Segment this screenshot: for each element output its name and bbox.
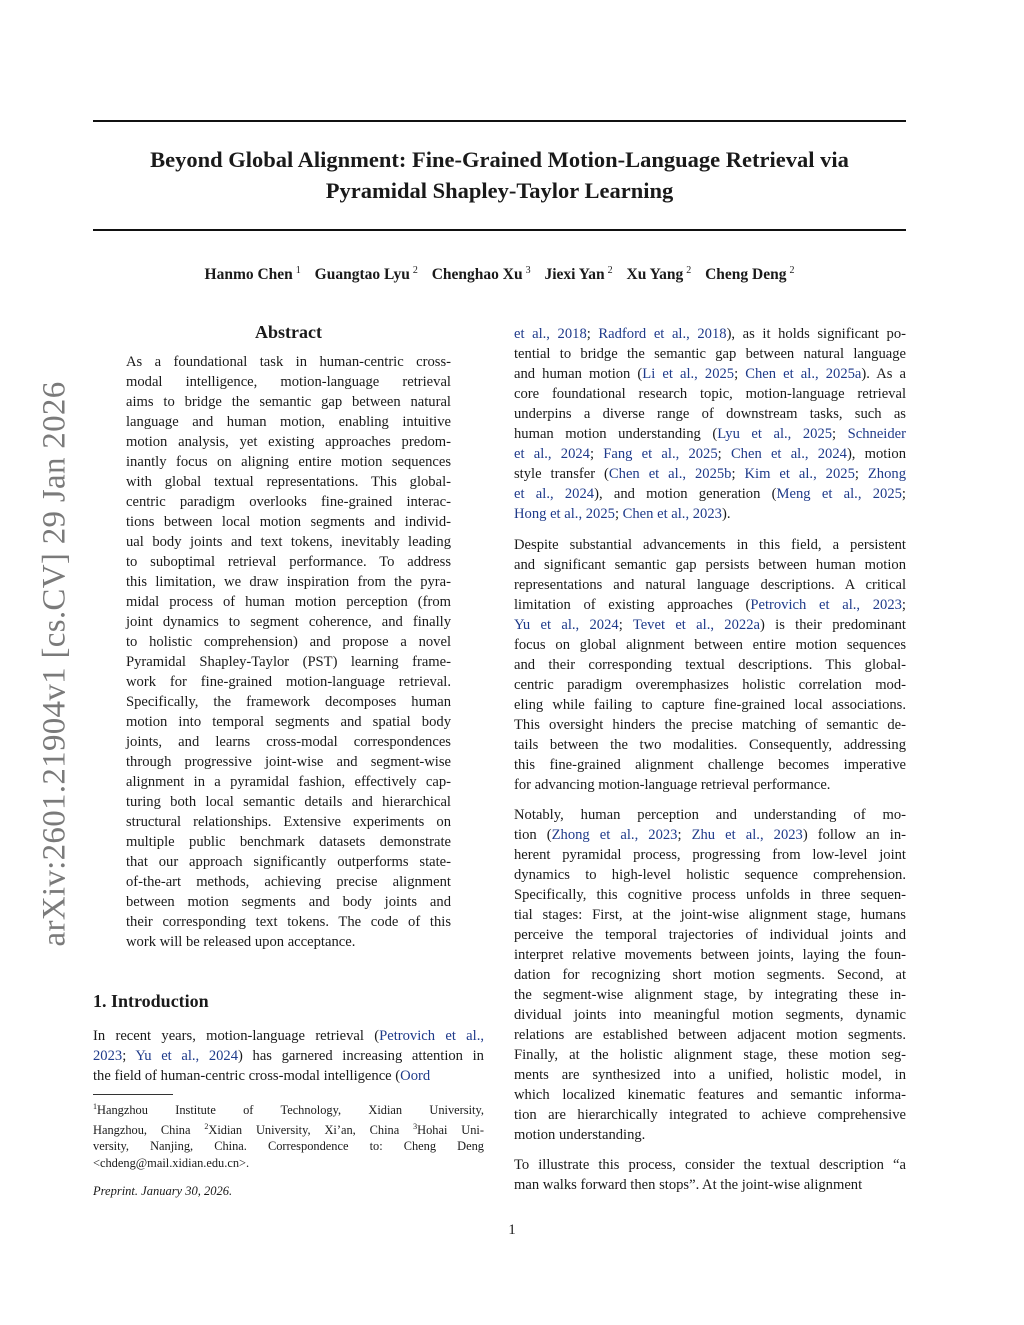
text-line xyxy=(514,635,906,655)
citation-link[interactable]: et al., 2024 xyxy=(514,446,590,462)
text-run: ; xyxy=(589,446,604,462)
citation-link[interactable]: Yu et al., 2024 xyxy=(514,617,619,633)
text-line: their corresponding text tokens. The code of this xyxy=(126,914,451,930)
text-line xyxy=(514,845,906,865)
text-line xyxy=(514,424,906,444)
text-line xyxy=(514,1125,906,1145)
text-run: ; xyxy=(832,426,848,442)
text-line xyxy=(514,1065,906,1085)
author: Hanmo Chen $^1$ xyxy=(204,265,301,284)
text-run: perceive the temporal trajectories of individual joints and xyxy=(514,927,906,943)
text-run: ), motion xyxy=(846,446,907,462)
text-line xyxy=(514,825,906,845)
text-run: tial stages: First, at the joint-wise alignment stage, humans xyxy=(514,907,906,923)
text-line xyxy=(93,1099,484,1119)
text-run: ) is their predominant xyxy=(759,617,906,633)
text-run: ). As a xyxy=(861,366,906,382)
text-run: Specifically, this cognitive process unfolds in three sequen- xyxy=(514,887,906,903)
text-line xyxy=(514,885,906,905)
text-line xyxy=(514,905,906,925)
text-line xyxy=(514,364,906,384)
text-line: alignment in a pyramidal fashion, effectively cap- xyxy=(126,774,451,790)
text-run: ; xyxy=(901,486,906,502)
text-line xyxy=(514,775,906,795)
text-line xyxy=(514,865,906,885)
citation-link[interactable]: Meng et al., 2025 xyxy=(776,486,902,502)
citation-link[interactable]: Schneider xyxy=(847,426,906,442)
text-line: this limitation, we draw inspiration from the pyra- xyxy=(126,574,451,590)
text-run: Hangzhou Institute of Technology, Xidian University, xyxy=(97,1103,484,1118)
text-run: limitation of existing approaches ( xyxy=(514,597,751,613)
citation-link[interactable]: Lyu et al., 2025 xyxy=(717,426,833,442)
text-line xyxy=(514,615,906,635)
text-line xyxy=(514,404,906,424)
text-run: relations are established between adjacent motion segments. xyxy=(514,1027,906,1043)
text-line xyxy=(514,1085,906,1105)
citation-link[interactable]: 2023 xyxy=(93,1048,123,1064)
paragraph xyxy=(514,805,906,1145)
text-run: Despite substantial advancements in this field, a persistent xyxy=(514,537,906,553)
text-run: ; xyxy=(586,326,599,342)
paragraph xyxy=(514,1155,906,1195)
text-line xyxy=(514,324,906,344)
text-run: core foundational research topic, motion-language retrieval xyxy=(514,386,906,402)
text-run: dation for recognizing short motion segments. Second, at xyxy=(514,967,906,983)
text-line: through progressive joint-wise and segment-wise xyxy=(126,754,451,770)
text-line xyxy=(514,344,906,364)
text-line: As a foundational task in human-centric cross- xyxy=(126,354,451,370)
title-rule-bottom xyxy=(93,229,906,231)
footnote-rule xyxy=(93,1094,173,1095)
text-run: This oversight hinders the precise matching of semantic de- xyxy=(514,717,906,733)
text-run: ; xyxy=(901,597,906,613)
text-run: ments are synthesized into a unified, holistic model, in xyxy=(514,1067,906,1083)
text-run: which localized kinematic features and semantic informa- xyxy=(514,1087,906,1103)
text-line: turing both local semantic details and hierarchical xyxy=(126,794,451,810)
text-line: of-the-art methods, achieving precise alignment xyxy=(126,874,451,890)
text-line: to suboptimal retrieval performance. To address xyxy=(126,554,451,570)
citation-link[interactable]: Tevet et al., 2022a xyxy=(632,617,760,633)
text-run: man walks forward then stops”. At the joint-wise alignment xyxy=(514,1177,863,1193)
text-run: the segment-wise alignment stage, by integrating these in- xyxy=(514,987,906,1003)
abstract-body xyxy=(126,352,451,952)
text-line xyxy=(93,1066,484,1086)
citation-link[interactable]: Yu et al., 2024 xyxy=(135,1048,239,1064)
text-line xyxy=(514,1005,906,1025)
citation-link[interactable]: Chen et al., 2025a xyxy=(745,366,862,382)
text-run: ). xyxy=(721,506,731,522)
text-line: Specifically, the framework decomposes human xyxy=(126,694,451,710)
citation-link[interactable]: Petrovich et al., 2023 xyxy=(750,597,902,613)
text-line xyxy=(514,805,906,825)
text-line xyxy=(514,384,906,404)
citation-link[interactable]: Kim et al., 2025 xyxy=(744,466,855,482)
page-number: 1 xyxy=(508,1222,516,1238)
text-line: motion analysis, yet existing approaches predom- xyxy=(126,434,451,450)
text-run: the field of human-centric cross-modal intelligence ( xyxy=(93,1068,401,1084)
introduction-heading: 1. Introduction xyxy=(93,991,209,1011)
title-line: Pyramidal Shapley-Taylor Learning xyxy=(325,178,674,203)
text-run: versity, Nanjing, China. Correspondence to: Cheng Deng xyxy=(93,1139,484,1154)
text-line: ual body joints and text tokens, inevitably leading xyxy=(126,534,451,550)
text-run: and their corresponding textual descriptions. This global- xyxy=(514,657,906,673)
text-run: ; xyxy=(122,1048,136,1064)
text-line xyxy=(514,715,906,735)
text-run: dynamics to high-level holistic sequence comprehension. xyxy=(514,867,906,883)
text-run: To illustrate this process, consider the textual description “a xyxy=(514,1157,906,1173)
affiliation-footnote xyxy=(93,1099,484,1171)
citation-link[interactable]: Chen et al., 2025b xyxy=(608,466,732,482)
text-run: tential to bridge the semantic gap between natural language xyxy=(514,346,906,362)
citation-link[interactable]: Li et al., 2025 xyxy=(642,366,735,382)
text-line xyxy=(514,1175,906,1195)
text-run: underpins a diverse range of downstream tasks, such as xyxy=(514,406,906,422)
author: Chenghao Xu $^3$ xyxy=(431,265,531,284)
paragraph xyxy=(514,324,906,524)
citation-link[interactable]: Chen et al., 2023 xyxy=(622,506,722,522)
text-run: representations and natural language descriptions. A critical xyxy=(514,577,906,593)
text-line: language and human motion, enabling intuitive xyxy=(126,414,451,430)
title-rule-top xyxy=(93,120,906,122)
text-run: Finally, at the holistic alignment stage, these motion seg- xyxy=(514,1047,906,1063)
text-line xyxy=(514,1045,906,1065)
text-line: aims to bridge the semantic gap between natural xyxy=(126,394,451,410)
text-line xyxy=(514,444,906,464)
author: Cheng Deng $^2$ xyxy=(705,265,795,284)
abstract-heading: Abstract xyxy=(255,322,322,342)
text-line: to holistic comprehension) and propose a novel xyxy=(126,634,451,650)
author: Jiexi Yan $^2$ xyxy=(544,265,613,284)
text-line xyxy=(514,1155,906,1175)
footnote-marker: 1 xyxy=(93,1102,97,1111)
text-line xyxy=(514,1105,906,1125)
text-run: human motion understanding ( xyxy=(514,426,718,442)
citation-link[interactable]: Hong et al., 2025 xyxy=(514,506,615,522)
text-run: ) follow an in- xyxy=(802,827,906,843)
citation-link[interactable]: et al., 2024 xyxy=(514,486,595,502)
text-line: structural relationships. Extensive experiments on xyxy=(126,814,451,830)
text-line: modal intelligence, motion-language retrieval xyxy=(126,374,451,390)
text-line xyxy=(93,1138,484,1155)
text-line: joint dynamics to segment coherence, and finally xyxy=(126,614,451,630)
text-line: multiple public benchmark datasets demonstrate xyxy=(126,834,451,850)
text-run: tion ( xyxy=(514,827,552,843)
text-run: this fine-grained alignment challenge becomes imperative xyxy=(514,757,906,773)
text-run: eling while failing to capture fine-grained local associations. xyxy=(514,697,906,713)
text-run: ; xyxy=(731,466,745,482)
text-line xyxy=(514,735,906,755)
preprint-notice: Preprint. January 30, 2026. xyxy=(93,1184,233,1198)
citation-link[interactable]: Fang et al., 2025 xyxy=(603,446,718,462)
text-line xyxy=(93,1119,484,1139)
text-line: joints, and learns cross-modal correspondences xyxy=(126,734,451,750)
text-run: ; xyxy=(614,506,623,522)
text-run: and human motion ( xyxy=(514,366,643,382)
text-line xyxy=(514,464,906,484)
text-line: motion into temporal segments and spatial body xyxy=(126,714,451,730)
citation-link[interactable]: Zhong et al., 2023 xyxy=(551,827,678,843)
text-line xyxy=(514,695,906,715)
citation-link[interactable]: Chen et al., 2024 xyxy=(730,446,847,462)
text-line: tions between local motion segments and individ- xyxy=(126,514,451,530)
citation-link[interactable]: Petrovich et al., xyxy=(379,1028,485,1044)
text-run: tails between the two modalities. Consequently, addressing xyxy=(514,737,906,753)
text-run: ), as it holds significant po- xyxy=(726,326,906,342)
paragraph xyxy=(514,535,906,795)
author: Guangtao Lyu $^2$ xyxy=(314,265,418,284)
text-run: and significant semantic gap persists between human motion xyxy=(514,557,906,573)
text-line xyxy=(514,555,906,575)
footnote-marker: 3 xyxy=(413,1121,418,1131)
text-line: work for fine-grained motion-language retrieval. xyxy=(126,674,451,690)
text-run: ; xyxy=(677,827,692,843)
author-list xyxy=(93,265,906,284)
text-line xyxy=(514,1025,906,1045)
text-line xyxy=(514,504,906,524)
text-line: midal process of human motion perception (from xyxy=(126,594,451,610)
text-line: Pyramidal Shapley-Taylor (PST) learning frame- xyxy=(126,654,451,670)
citation-link[interactable]: Oord xyxy=(400,1068,431,1084)
text-line: inantly focus on aligning entire motion sequences xyxy=(126,454,451,470)
text-line xyxy=(514,535,906,555)
text-line: that our approach significantly outperforms state- xyxy=(126,854,451,870)
text-line xyxy=(514,985,906,1005)
text-run: focus on global alignment between entire motion sequences xyxy=(514,637,906,653)
citation-link[interactable]: Radford et al., 2018 xyxy=(598,326,727,342)
text-run: dividual joints into meaningful motion segments, dynamic xyxy=(514,1007,906,1023)
text-run: <chdeng@mail.xidian.edu.cn>. xyxy=(93,1155,250,1170)
text-line xyxy=(514,965,906,985)
text-line xyxy=(514,945,906,965)
introduction-paragraph xyxy=(93,1026,484,1086)
text-line xyxy=(93,1155,484,1172)
text-line: with global textual representations. This global- xyxy=(126,474,451,490)
text-line xyxy=(93,1026,484,1046)
text-run: ; xyxy=(734,366,746,382)
text-run: ; xyxy=(618,617,633,633)
text-line xyxy=(514,484,906,504)
text-run: Hangzhou, China xyxy=(93,1122,205,1137)
text-run: centric paradigm overemphasizes holistic correlation mod- xyxy=(514,677,906,693)
text-run: ) has garnered increasing attention in xyxy=(238,1048,484,1064)
text-run: for advancing motion-language retrieval performance. xyxy=(514,777,831,793)
text-run: style transfer ( xyxy=(514,466,609,482)
text-run: interpret relative movements between joints, laying the foun- xyxy=(514,947,906,963)
text-run: motion understanding. xyxy=(514,1127,646,1143)
title-line: Beyond Global Alignment: Fine-Grained Motion-Language Retrieval via xyxy=(150,147,849,172)
text-run: herent pyramidal process, progressing from low-level joint xyxy=(514,847,906,863)
text-run: tion are hierarchically integrated to achieve comprehensive xyxy=(514,1107,906,1123)
footnote-marker: 2 xyxy=(204,1121,209,1131)
text-run: ), and motion generation ( xyxy=(594,486,777,502)
text-line: between motion segments and body joints and xyxy=(126,894,451,910)
author: Xu Yang $^2$ xyxy=(626,265,692,284)
text-line: work will be released upon acceptance. xyxy=(126,934,356,950)
text-run: ; xyxy=(854,466,868,482)
text-run: Hohai Uni- xyxy=(417,1122,484,1137)
text-run: In recent years, motion-language retrieval ( xyxy=(93,1028,380,1044)
text-line: centric paradigm overlooks fine-grained interac- xyxy=(126,494,451,510)
text-line xyxy=(514,675,906,695)
text-run: Notably, human perception and understanding of mo- xyxy=(514,807,906,823)
text-line xyxy=(514,595,906,615)
text-line xyxy=(514,575,906,595)
text-run: Xidian University, Xi’an, China xyxy=(208,1122,414,1137)
text-run: ; xyxy=(717,446,731,462)
text-line xyxy=(514,755,906,775)
citation-link[interactable]: Zhu et al., 2023 xyxy=(691,827,803,843)
citation-link[interactable]: Zhong xyxy=(867,466,906,482)
paper-title xyxy=(93,144,906,206)
text-line xyxy=(514,655,906,675)
text-line xyxy=(514,925,906,945)
text-line xyxy=(93,1046,484,1066)
arxiv-identifier: arXiv:2601.21904v1 [cs.CV] 29 Jan 2026 xyxy=(36,381,73,947)
citation-link[interactable]: et al., 2018 xyxy=(514,326,587,342)
